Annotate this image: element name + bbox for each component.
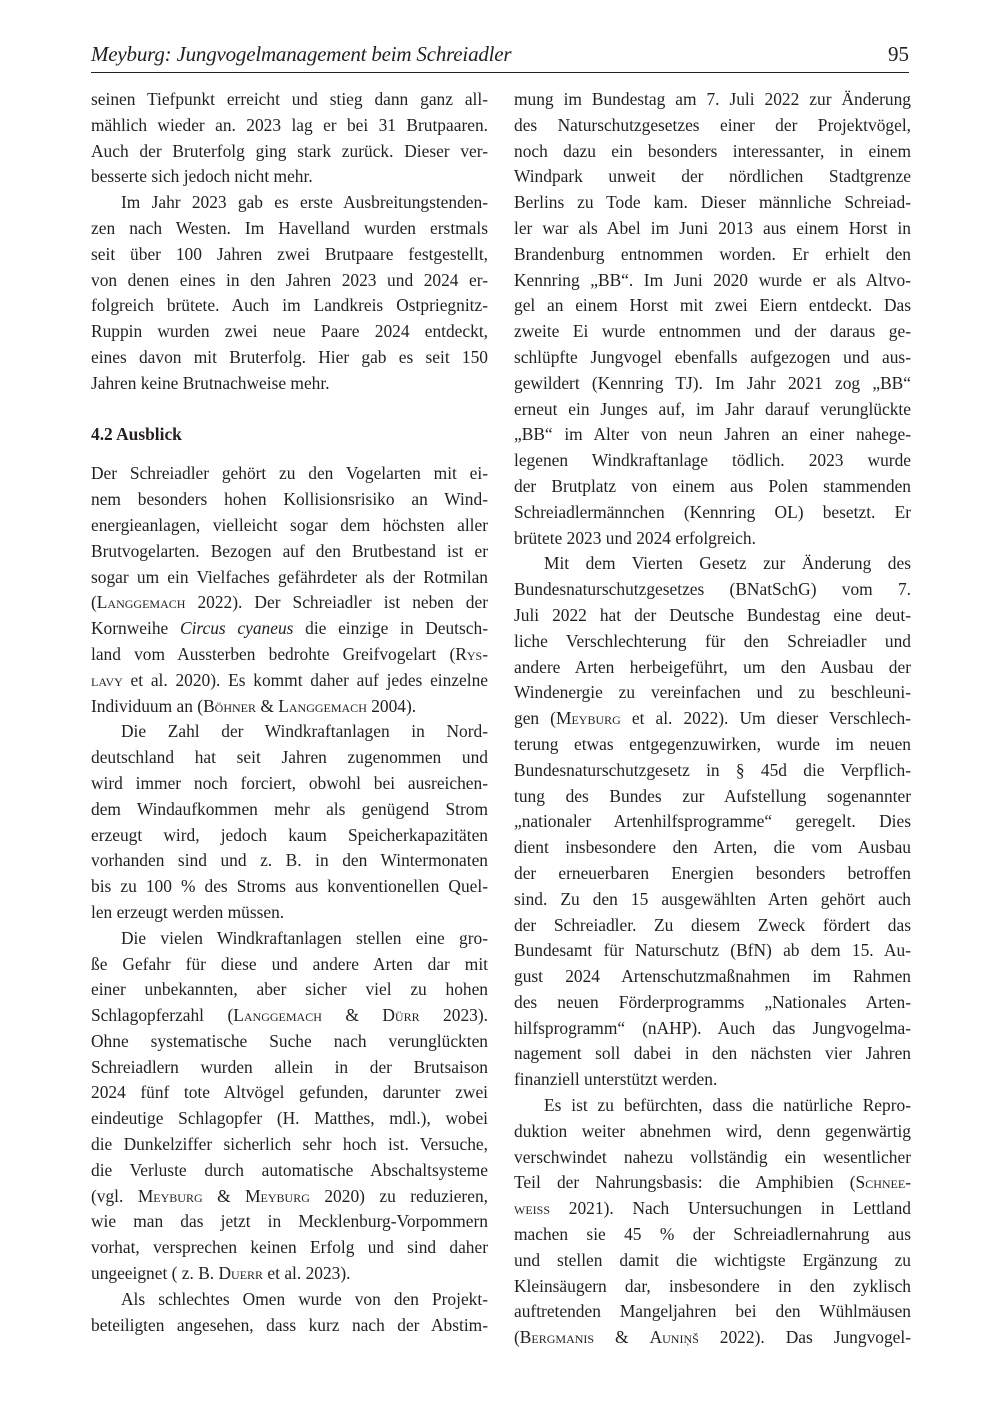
text-line: Ruppin wurden zwei neue Paare 2024 entdeckt,: [91, 321, 488, 342]
author-citation: Langgemach: [233, 1005, 322, 1026]
text-run: ungeeignet ( z. B.: [91, 1263, 219, 1284]
text-line: dem Windaufkommen mehr als genügend Strom: [91, 798, 488, 819]
text-line: schlüpfte Jungvogel ebenfalls aufgezogen und aus-: [514, 346, 911, 367]
text-line: [91, 1261, 488, 1287]
text-line: mählich wieder an. 2023 lag er bei 31 Brutpaaren.: [91, 114, 488, 135]
text-line: brütete 2023 und 2024 erfolgreich.: [514, 527, 756, 548]
text-line: Berlins zu Tode kam. Dieser männliche Schreiad-: [514, 192, 911, 213]
text-line: [514, 706, 911, 732]
paragraph: [91, 719, 488, 925]
text-line: Bundesnaturschutzgesetz in § 45d die Verpflich-: [514, 759, 911, 780]
text-run: Schlagopferzahl (: [91, 1005, 234, 1026]
paragraph: [514, 1093, 911, 1351]
text-line: [514, 1196, 911, 1222]
text-line: Windenergie zu vereinfachen und zu beschleuni-: [514, 682, 911, 703]
text-line: noch dazu ein besonders interessanter, in einem: [514, 140, 911, 161]
text-line: die Verluste durch automatische Abschaltsysteme: [91, 1159, 488, 1180]
paragraph: [91, 461, 488, 719]
text-line: Brutvogelarten. Bezogen auf den Brutbestand ist er: [91, 540, 488, 561]
author-citation: Meyburg: [555, 708, 621, 729]
text-run: &: [321, 1005, 383, 1026]
text-line: [514, 1170, 911, 1196]
text-run: 2022). Der Schreiadler ist neben der: [185, 592, 488, 613]
text-line: Kleinsäugern dar, insbesondere in den zyklisch: [514, 1275, 911, 1296]
text-line: Auch der Bruterfolg ging stark zurück. Dieser ver-: [91, 140, 488, 161]
author-citation: weiss: [514, 1198, 550, 1219]
text-line: des neuen Förderprogramms „Nationales Arten-: [514, 991, 911, 1012]
text-line: „nationaler Artenhilfsprogramme“ geregelt. Dies: [514, 811, 911, 832]
author-citation: Bergmanis: [519, 1327, 595, 1348]
text-line: legenen Windkraftanlage tödlich. 2023 wurde: [514, 450, 911, 471]
text-run: 2004).: [366, 695, 417, 716]
text-line: Brandenburg entnommen worden. Er erhielt den: [514, 243, 911, 264]
text-line: des Naturschutzgesetzes einer der Projektvögel,: [514, 114, 911, 135]
text-line: gust 2024 Artenschutzmaßnahmen im Rahmen: [514, 966, 911, 987]
text-line: Im Jahr 2023 gab es erste Ausbreitungstenden-: [121, 192, 488, 213]
author-citation: Auniņš: [649, 1327, 699, 1348]
text-line: [91, 642, 488, 668]
text-line: tung des Bundes zur Aufstellung sogenannter: [514, 785, 911, 806]
text-run: &: [594, 1327, 650, 1348]
text-run: et al. 2023).: [263, 1263, 351, 1284]
text-run: 2023).: [419, 1005, 488, 1026]
text-line: sind. Zu den 15 ausgewählten Arten gehört auch: [514, 888, 911, 909]
paragraph: [91, 190, 488, 396]
text-line: erneut ein Junges auf, im Jahr darauf verunglückte: [514, 398, 911, 419]
text-line: Kennring „BB“. Im Juni 2020 wurde er als Altvo-: [514, 269, 911, 290]
author-citation: Meyburg: [245, 1185, 310, 1206]
paragraph: [91, 926, 488, 1287]
text-line: zweite Ei wurde entnommen und der daraus ge-: [514, 321, 911, 342]
author-citation: Böhner: [203, 695, 256, 716]
text-line: Jahren keine Brutnachweise mehr.: [91, 372, 330, 393]
author-citation: Langgemach: [278, 695, 367, 716]
text-line: „BB“ im Alter von neun Jahren an einer nahege-: [514, 424, 911, 445]
text-line: erzeugt wird, jedoch kaum Speicherkapazitäten: [91, 824, 488, 845]
page-number: 95: [888, 42, 909, 66]
text-line: der Brutplatz von einem aus Polen stammenden: [514, 475, 911, 496]
text-line: [91, 1184, 488, 1210]
text-line: len erzeugt werden müssen.: [91, 901, 285, 922]
text-line: Schreiadlermännchen (Kennring OL) besetzt. Er: [514, 501, 911, 522]
text-line: beteiligten angesehen, dass kurz nach der Abstim-: [91, 1314, 488, 1335]
text-line: Bundesamt für Naturschutz (BfN) ab dem 15. Au-: [514, 940, 911, 961]
text-run: et al. 2022). Um dieser Verschlech-: [620, 708, 912, 729]
text-run: (vgl.: [91, 1185, 138, 1206]
text-line: besserte sich jedoch nicht mehr.: [91, 166, 313, 187]
text-run: et al. 2020). Es kommt daher auf jedes einzelne: [122, 669, 488, 690]
text-line: liche Verschlechterung für den Schreiadler und: [514, 630, 911, 651]
species-name: Circus cyaneus: [179, 618, 294, 639]
text-line: seit über 100 Jahren zwei Brutpaare festgestellt,: [91, 243, 488, 264]
running-header: [91, 40, 909, 73]
text-line: Juli 2022 hat der Deutsche Bundestag eine deut-: [514, 604, 911, 625]
text-line: terung etwas entgegenzuwirken, wurde im neuen: [514, 733, 911, 754]
text-line: ler war als Abel im Juni 2013 aus einem Horst in: [514, 217, 911, 238]
text-line: dient insbesondere den Arten, die vom Ausbau: [514, 837, 911, 858]
text-line: 2024 fünf tote Altvögel gefunden, darunter zwei: [91, 1082, 488, 1103]
text-line: Ohne systematische Suche nach verunglückten: [91, 1030, 488, 1051]
paragraph: [514, 87, 911, 551]
text-line: andere Arten herbeigeführt, um den Ausbau der: [514, 656, 911, 677]
running-title: Meyburg: Jungvogelmanagement beim Schreiadler: [91, 42, 512, 66]
author-citation: Meyburg: [137, 1185, 203, 1206]
text-line: energieanlagen, vielleicht sogar dem höchsten aller: [91, 514, 488, 535]
text-line: seinen Tiefpunkt erreicht und stieg dann ganz all-: [91, 89, 488, 109]
text-line: vorhanden sind und z. B. in den Wintermonaten: [91, 850, 488, 871]
text-run: Teil der Nahrungsbasis: die Amphibien (: [514, 1172, 856, 1193]
text-line: und stellen damit die wichtigste Ergänzung zu: [514, 1249, 911, 1270]
paragraph: [91, 1287, 488, 1339]
text-run: die einzige in Deutsch-: [293, 618, 488, 639]
text-run: &: [202, 1185, 246, 1206]
author-citation: Rys-: [455, 643, 488, 664]
text-line: [91, 616, 488, 642]
text-line: bis zu 100 % des Stroms aus konventionellen Quel-: [91, 876, 488, 897]
paragraph: [514, 551, 911, 1093]
text-line: wird immer noch forciert, obwohl bei ausreichen-: [91, 772, 488, 793]
text-line: auftretenden Mangeljahren bei den Wühlmäusen: [514, 1301, 911, 1322]
text-line: [514, 1325, 911, 1351]
author-citation: Langgemach: [96, 592, 186, 613]
text-line: Die Zahl der Windkraftanlagen in Nord-: [121, 721, 488, 742]
text-line: Als schlechtes Omen wurde von den Projekt-: [121, 1288, 488, 1309]
text-line: [91, 694, 488, 720]
left-column: [91, 87, 488, 1338]
text-line: einer unbekannten, aber sicher viel zu hohen: [91, 979, 488, 1000]
paragraph: [91, 87, 488, 190]
text-line: [91, 668, 488, 694]
text-line: Schreiadlern wurden allein in der Brutsaison: [91, 1056, 488, 1077]
text-run: 2022). Das Jungvogel-: [698, 1327, 911, 1348]
author-citation: Dürr: [382, 1005, 420, 1026]
text-line: zen nach Westen. Im Havelland wurden erstmals: [91, 217, 488, 238]
right-column: [514, 87, 911, 1351]
text-run: 2021). Nach Untersuchungen in Lettland: [550, 1198, 911, 1219]
text-line: Bundesnaturschutzgesetzes (BNatSchG) vom 7.: [514, 579, 911, 600]
text-line: eines davon mit Bruterfolg. Hier gab es seit 150: [91, 346, 488, 367]
text-line: [91, 1003, 488, 1029]
text-line: gel an einem Horst mit zwei Eiern entdeckt. Das: [514, 295, 911, 316]
text-run: (: [91, 592, 97, 613]
text-line: Die vielen Windkraftanlagen stellen eine gro-: [121, 927, 488, 948]
text-line: von denen eines in den Jahren 2023 und 2024 er-: [91, 269, 488, 290]
text-run: Individuum an (: [91, 695, 204, 716]
text-line: nem besonders hohen Kollisionsrisiko an Wind-: [91, 489, 488, 510]
text-run: &: [256, 695, 279, 716]
text-line: der erneuerbaren Energien besonders betroffen: [514, 862, 911, 883]
text-line: Es ist zu befürchten, dass die natürliche Repro-: [544, 1095, 911, 1116]
text-run: land vom Aussterben bedrohte Greifvogelart (: [91, 643, 456, 664]
text-line: Der Schreiadler gehört zu den Vogelarten mit ei-: [91, 463, 488, 484]
author-citation: lavy: [91, 669, 123, 690]
text-line: Mit dem Vierten Gesetz zur Änderung des: [544, 553, 911, 574]
text-line: die Dunkelziffer sicherlich sehr hoch ist. Versuche,: [91, 1134, 488, 1155]
text-run: 2020) zu reduzieren,: [309, 1185, 488, 1206]
text-line: wie man das jetzt in Mecklenburg-Vorpommern: [91, 1211, 488, 1232]
text-line: nagement soll dabei in den nächsten vier Jahren: [514, 1043, 911, 1064]
text-line: folgreich brütete. Auch im Landkreis Ostpriegnitz-: [91, 295, 488, 316]
text-run: Kornweihe: [91, 618, 180, 639]
text-line: verschwindet nahezu vollständig ein wesentlicher: [514, 1146, 911, 1167]
text-line: hilfsprogramm“ (nAHP). Auch das Jungvogelma-: [514, 1017, 911, 1038]
text-line: machen sie 45 % der Schreiadlernahrung aus: [514, 1224, 911, 1245]
text-line: deutschland hat seit Jahren zugenommen und: [91, 747, 488, 768]
text-line: gewildert (Kennring TJ). Im Jahr 2021 zog „BB“: [514, 372, 911, 393]
text-line: sogar um ein Vielfaches gefährdeter als der Rotmilan: [91, 566, 488, 587]
text-line: ße Gefahr für diese und andere Arten dar mit: [91, 953, 488, 974]
text-line: vorhat, versprechen keinen Erfolg und sind daher: [91, 1237, 488, 1258]
text-line: finanziell unterstützt werden.: [514, 1069, 718, 1090]
section-heading: 4.2 Ausblick: [91, 423, 182, 444]
text-run: gen (: [514, 708, 556, 729]
text-line: duktion weiter abnehmen wird, denn gegenwärtig: [514, 1120, 911, 1141]
text-line: mung im Bundestag am 7. Juli 2022 zur Änderung: [514, 89, 911, 109]
text-line: Windpark unweit der nördlichen Stadtgrenze: [514, 166, 911, 187]
author-citation: Duerr: [218, 1263, 264, 1284]
author-citation: Schnee-: [855, 1172, 911, 1193]
text-line: eindeutige Schlagopfer (H. Matthes, mdl.), wobei: [91, 1108, 488, 1129]
text-line: [91, 590, 488, 616]
text-line: der Schreiadler. Zu diesem Zweck fördert das: [514, 914, 911, 935]
text-run: (: [514, 1327, 520, 1348]
